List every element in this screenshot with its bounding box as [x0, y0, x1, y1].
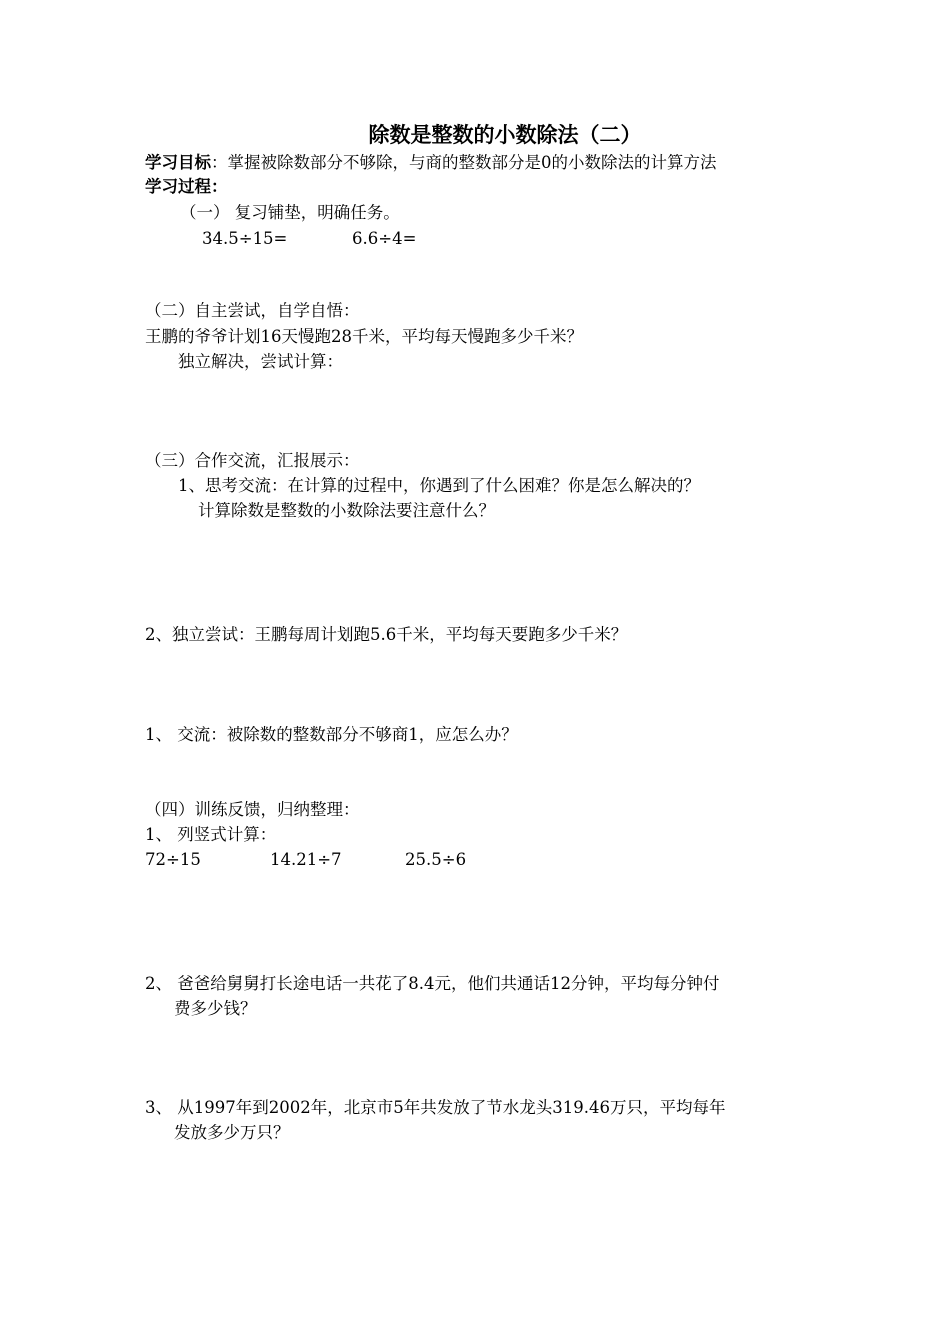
section4-item2-line2: 费多少钱？ — [174, 999, 257, 1018]
learning-goal — [145, 152, 717, 174]
learning-process-label: 学习过程： — [145, 177, 228, 196]
calc-exercise-b: 14.21÷7 — [270, 850, 342, 869]
section4-heading: （四）训练反馈，归纳整理： — [145, 800, 360, 819]
section2-problem: 王鹏的爷爷计划16天慢跑28千米，平均每天慢跑多少千米？ — [145, 327, 583, 346]
section3-item1-line2: 计算除数是整数的小数除法要注意什么？ — [198, 501, 495, 520]
calc-exercise-a: 72÷15 — [145, 850, 201, 869]
section3-item2: 2、独立尝试：王鹏每周计划跑5.6千米，平均每天要跑多少千米？ — [145, 625, 628, 644]
section4-item3-line1: 3、 从1997年到2002年，北京市5年共发放了节水龙头319.46万只，平均每年 — [145, 1098, 726, 1117]
section1-heading: （一） 复习铺垫，明确任务。 — [180, 203, 400, 222]
section2-prompt: 独立解决，尝试计算： — [178, 352, 343, 371]
section4-item3-line2: 发放多少万只？ — [174, 1123, 290, 1142]
calc-exercise-c: 25.5÷6 — [405, 850, 467, 869]
section3-item1-line1: 1、思考交流：在计算的过程中，你遇到了什么困难？你是怎么解决的？ — [178, 476, 700, 495]
learning-goal-label: 学习目标 — [145, 153, 211, 172]
review-exercise-b: 6.6÷4= — [352, 229, 417, 248]
section4-item2-line1: 2、 爸爸给舅舅打长途电话一共花了8.4元，他们共通话12分钟，平均每分钟付 — [145, 974, 720, 993]
section3-heading: （三）合作交流，汇报展示： — [145, 451, 360, 470]
section3-item3: 1、 交流：被除数的整数部分不够商1，应怎么办？ — [145, 725, 518, 744]
section4-item1: 1、 列竖式计算： — [145, 825, 277, 844]
learning-goal-text: ：掌握被除数部分不够除，与商的整数部分是0的小数除法的计算方法 — [211, 153, 717, 172]
page-title: 除数是整数的小数除法（二） — [368, 122, 642, 147]
section2-heading: （二）自主尝试，自学自悟： — [145, 301, 360, 320]
review-exercise-a: 34.5÷15= — [202, 229, 288, 248]
